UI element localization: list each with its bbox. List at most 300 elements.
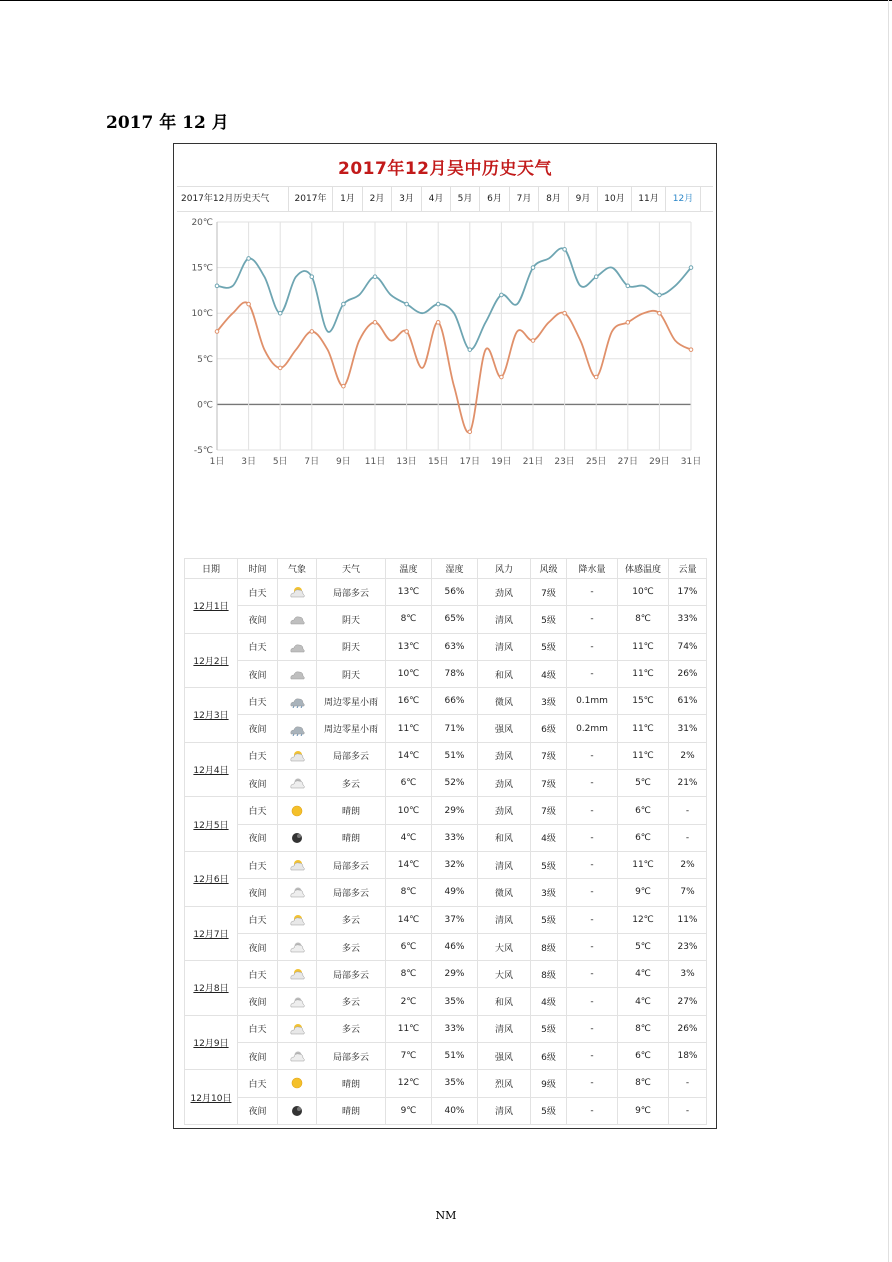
table-row (185, 988, 707, 1015)
humidity-cell: 32% (432, 851, 478, 878)
temp-cell: 7℃ (386, 1043, 432, 1070)
temp-cell: 4℃ (386, 824, 432, 851)
wind-cell: 清风 (478, 906, 531, 933)
cloud-cell: 31% (669, 715, 707, 742)
cloud-cell: 61% (669, 688, 707, 715)
data-point (658, 311, 662, 315)
tab-6[interactable]: 5月 (451, 187, 480, 211)
feels-cell: 8℃ (618, 1015, 669, 1042)
table-row (185, 933, 707, 960)
column-header: 风力 (478, 559, 531, 579)
level-cell: 6级 (531, 715, 567, 742)
tab-8[interactable]: 7月 (510, 187, 539, 211)
data-point (215, 330, 219, 334)
column-header: 云量 (669, 559, 707, 579)
cloud-cell: 33% (669, 606, 707, 633)
time-cell: 白天 (238, 961, 278, 988)
table-row (185, 660, 707, 687)
table-row (185, 1097, 707, 1124)
column-header: 天气 (317, 559, 386, 579)
level-cell: 5级 (531, 906, 567, 933)
date-link[interactable]: 12月8日 (185, 961, 238, 1016)
x-tick-label: 3日 (241, 457, 256, 467)
cloud-cell: 17% (669, 579, 707, 606)
table-row (185, 715, 707, 742)
level-cell: 5级 (531, 851, 567, 878)
cloud-cell: - (669, 797, 707, 824)
wind-cell: 微风 (478, 879, 531, 906)
overcast-icon (289, 668, 305, 680)
column-header: 降水量 (567, 559, 618, 579)
data-point (531, 339, 535, 343)
data-point (689, 348, 693, 352)
data-point (310, 275, 314, 279)
precip-cell: - (567, 633, 618, 660)
date-link[interactable]: 12月3日 (185, 688, 238, 743)
date-link[interactable]: 12月7日 (185, 906, 238, 961)
cloudy-night-icon (289, 1050, 305, 1062)
feels-cell: 8℃ (618, 606, 669, 633)
weather-cell: 阴天 (317, 606, 386, 633)
tab-12[interactable]: 11月 (632, 187, 666, 211)
weather-cell: 局部多云 (317, 961, 386, 988)
weather-icon-cell (278, 688, 317, 715)
weather-cell: 晴朗 (317, 1070, 386, 1097)
time-cell: 白天 (238, 742, 278, 769)
data-point (531, 266, 535, 270)
partly-cloudy-icon (289, 1023, 305, 1035)
data-point (373, 321, 377, 325)
level-cell: 7级 (531, 579, 567, 606)
level-cell: 5级 (531, 1097, 567, 1124)
data-point (626, 321, 630, 325)
level-cell: 8级 (531, 933, 567, 960)
humidity-cell: 29% (432, 961, 478, 988)
data-point (594, 275, 598, 279)
month-tabs (289, 187, 713, 211)
tab-9[interactable]: 8月 (539, 187, 569, 211)
top-rule (0, 0, 892, 1)
weather-cell: 周边零星小雨 (317, 688, 386, 715)
x-tick-label: 29日 (649, 457, 670, 467)
date-link[interactable]: 12月1日 (185, 579, 238, 634)
weather-cell: 多云 (317, 1015, 386, 1042)
wind-cell: 和风 (478, 824, 531, 851)
precip-cell: - (567, 579, 618, 606)
temp-cell: 11℃ (386, 1015, 432, 1042)
wind-cell: 劲风 (478, 742, 531, 769)
time-cell: 夜间 (238, 1097, 278, 1124)
weather-cell: 阴天 (317, 660, 386, 687)
cloud-cell: 21% (669, 770, 707, 797)
time-cell: 夜间 (238, 824, 278, 851)
x-tick-label: 21日 (522, 457, 544, 467)
time-cell: 白天 (238, 851, 278, 878)
feels-cell: 11℃ (618, 633, 669, 660)
wind-cell: 和风 (478, 988, 531, 1015)
temp-cell: 9℃ (386, 1097, 432, 1124)
data-point (436, 321, 440, 325)
time-cell: 夜间 (238, 1043, 278, 1070)
time-cell: 白天 (238, 1070, 278, 1097)
x-tick-label: 27日 (617, 457, 639, 467)
humidity-cell: 52% (432, 770, 478, 797)
humidity-cell: 65% (432, 606, 478, 633)
tab-10[interactable]: 9月 (569, 187, 598, 211)
table-body (185, 579, 707, 1125)
precip-cell: - (567, 906, 618, 933)
humidity-cell: 35% (432, 1070, 478, 1097)
table-row (185, 606, 707, 633)
wind-cell: 烈风 (478, 1070, 531, 1097)
temp-cell: 13℃ (386, 579, 432, 606)
weather-icon-cell (278, 770, 317, 797)
partly-cloudy-icon (289, 750, 305, 762)
weather-icon-cell (278, 906, 317, 933)
weather-screenshot-frame (173, 143, 717, 1129)
data-point (278, 311, 282, 315)
weather-icon-cell (278, 824, 317, 851)
level-cell: 6级 (531, 1043, 567, 1070)
x-tick-label: 25日 (585, 457, 607, 467)
data-point (563, 311, 567, 315)
date-link[interactable]: 12月6日 (185, 851, 238, 906)
feels-cell: 11℃ (618, 715, 669, 742)
partly-cloudy-icon (289, 586, 305, 598)
weather-cell: 多云 (317, 906, 386, 933)
time-cell: 夜间 (238, 770, 278, 797)
table-row (185, 1015, 707, 1042)
weather-icon-cell (278, 715, 317, 742)
table-row (185, 688, 707, 715)
precip-cell: - (567, 961, 618, 988)
date-link[interactable]: 12月5日 (185, 797, 238, 852)
x-tick-label: 11日 (364, 457, 386, 467)
overcast-icon (289, 613, 305, 625)
table-row (185, 851, 707, 878)
cloud-cell: 26% (669, 1015, 707, 1042)
level-cell: 7级 (531, 797, 567, 824)
wind-cell: 大风 (478, 933, 531, 960)
time-cell: 白天 (238, 688, 278, 715)
cloud-cell: - (669, 824, 707, 851)
series-line-1 (217, 248, 691, 350)
table-row (185, 770, 707, 797)
humidity-cell: 35% (432, 988, 478, 1015)
x-tick-label: 23日 (554, 457, 575, 467)
table-row (185, 906, 707, 933)
weather-icon-cell (278, 606, 317, 633)
time-cell: 夜间 (238, 879, 278, 906)
weather-cell: 晴朗 (317, 797, 386, 824)
date-link[interactable]: 12月10日 (185, 1070, 238, 1125)
feels-cell: 5℃ (618, 770, 669, 797)
humidity-cell: 46% (432, 933, 478, 960)
temp-cell: 13℃ (386, 633, 432, 660)
data-point (468, 348, 472, 352)
cloud-cell: 2% (669, 851, 707, 878)
data-point (342, 384, 346, 388)
partly-cloudy-icon (289, 859, 305, 871)
weather-icon-cell (278, 851, 317, 878)
cloud-cell: - (669, 1097, 707, 1124)
data-point (373, 275, 377, 279)
wind-cell: 劲风 (478, 797, 531, 824)
weather-icon-cell (278, 933, 317, 960)
level-cell: 8级 (531, 961, 567, 988)
data-point (342, 302, 346, 306)
table-header-row (185, 559, 707, 579)
weather-cell: 局部多云 (317, 1043, 386, 1070)
overcast-icon (289, 641, 305, 653)
temp-cell: 12℃ (386, 1070, 432, 1097)
tab-11[interactable]: 10月 (598, 187, 632, 211)
humidity-cell: 63% (432, 633, 478, 660)
temp-cell: 8℃ (386, 879, 432, 906)
precip-cell: - (567, 1070, 618, 1097)
cloud-cell: 11% (669, 906, 707, 933)
data-point (658, 293, 662, 297)
temp-cell: 11℃ (386, 715, 432, 742)
cloud-cell: 23% (669, 933, 707, 960)
time-cell: 夜间 (238, 715, 278, 742)
time-cell: 白天 (238, 797, 278, 824)
level-cell: 3级 (531, 879, 567, 906)
tab-13[interactable]: 12月 (666, 187, 701, 211)
wind-cell: 清风 (478, 1015, 531, 1042)
table-row (185, 1070, 707, 1097)
data-point (594, 375, 598, 379)
cloudy-night-icon (289, 996, 305, 1008)
time-cell: 白天 (238, 1015, 278, 1042)
level-cell: 4级 (531, 824, 567, 851)
x-tick-label: 5日 (272, 457, 288, 467)
precip-cell: - (567, 742, 618, 769)
weather-icon-cell (278, 1097, 317, 1124)
table-row (185, 797, 707, 824)
wind-cell: 清风 (478, 633, 531, 660)
data-point (247, 257, 251, 261)
date-link[interactable]: 12月9日 (185, 1015, 238, 1070)
precip-cell: - (567, 660, 618, 687)
partly-cloudy-icon (289, 914, 305, 926)
level-cell: 4级 (531, 988, 567, 1015)
cloud-cell: 74% (669, 633, 707, 660)
precip-cell: 0.1mm (567, 688, 618, 715)
weather-cell: 局部多云 (317, 579, 386, 606)
feels-cell: 11℃ (618, 851, 669, 878)
month-tab-bar (177, 186, 713, 212)
sun-icon (289, 1077, 305, 1089)
wind-cell: 劲风 (478, 770, 531, 797)
table-row (185, 633, 707, 660)
data-point (500, 375, 504, 379)
tab-5[interactable]: 4月 (422, 187, 451, 211)
x-tick-label: 9日 (336, 457, 351, 467)
time-cell: 夜间 (238, 988, 278, 1015)
humidity-cell: 40% (432, 1097, 478, 1124)
feels-cell: 6℃ (618, 797, 669, 824)
humidity-cell: 33% (432, 824, 478, 851)
tab-3[interactable]: 2月 (363, 187, 392, 211)
precip-cell: - (567, 770, 618, 797)
table-row (185, 579, 707, 606)
date-link[interactable]: 12月2日 (185, 633, 238, 688)
x-tick-label: 17日 (459, 457, 481, 467)
time-cell: 夜间 (238, 660, 278, 687)
humidity-cell: 37% (432, 906, 478, 933)
cloud-cell: - (669, 1070, 707, 1097)
temp-cell: 6℃ (386, 770, 432, 797)
light-rain-icon (289, 695, 305, 707)
y-tick-label: -5℃ (193, 446, 213, 456)
data-point (563, 248, 567, 252)
temp-cell: 10℃ (386, 660, 432, 687)
document-heading: 2017 年 12 月 (106, 113, 229, 133)
weather-icon-cell (278, 797, 317, 824)
humidity-cell: 56% (432, 579, 478, 606)
column-header: 日期 (185, 559, 238, 579)
data-point (247, 302, 251, 306)
x-tick-label: 1日 (209, 457, 225, 467)
feels-cell: 11℃ (618, 742, 669, 769)
y-tick-label: 5℃ (197, 354, 213, 365)
tab-7[interactable]: 6月 (480, 187, 510, 211)
y-tick-label: 15℃ (191, 263, 213, 274)
level-cell: 5级 (531, 633, 567, 660)
data-point (436, 302, 440, 306)
level-cell: 3级 (531, 688, 567, 715)
feels-cell: 11℃ (618, 660, 669, 687)
cloudy-night-icon (289, 777, 305, 789)
x-tick-label: 13日 (396, 457, 417, 467)
column-header: 气象 (278, 559, 317, 579)
data-point (405, 330, 409, 334)
y-tick-label: 0℃ (197, 400, 213, 411)
x-tick-label: 31日 (680, 457, 702, 467)
feels-cell: 15℃ (618, 688, 669, 715)
wind-cell: 和风 (478, 660, 531, 687)
y-tick-label: 10℃ (191, 309, 213, 320)
feels-cell: 6℃ (618, 824, 669, 851)
precip-cell: - (567, 879, 618, 906)
precip-cell: - (567, 824, 618, 851)
weather-cell: 多云 (317, 988, 386, 1015)
cloud-cell: 26% (669, 660, 707, 687)
data-point (468, 430, 472, 434)
data-point (626, 284, 630, 288)
feels-cell: 12℃ (618, 906, 669, 933)
series-line-2 (217, 302, 691, 432)
feels-cell: 5℃ (618, 933, 669, 960)
date-link[interactable]: 12月4日 (185, 742, 238, 797)
level-cell: 5级 (531, 606, 567, 633)
level-cell: 9级 (531, 1070, 567, 1097)
humidity-cell: 71% (432, 715, 478, 742)
humidity-cell: 51% (432, 1043, 478, 1070)
weather-cell: 阴天 (317, 633, 386, 660)
weather-icon-cell (278, 988, 317, 1015)
temp-cell: 6℃ (386, 933, 432, 960)
weather-icon-cell (278, 879, 317, 906)
feels-cell: 9℃ (618, 1097, 669, 1124)
weather-icon-cell (278, 579, 317, 606)
temp-cell: 16℃ (386, 688, 432, 715)
level-cell: 4级 (531, 660, 567, 687)
feels-cell: 6℃ (618, 1043, 669, 1070)
column-header: 风级 (531, 559, 567, 579)
weather-icon-cell (278, 742, 317, 769)
data-point (215, 284, 219, 288)
page-footer: NM (435, 1209, 457, 1222)
time-cell: 夜间 (238, 606, 278, 633)
temp-cell: 8℃ (386, 961, 432, 988)
x-tick-label: 19日 (491, 457, 512, 467)
data-point (310, 330, 314, 334)
temperature-line-chart (177, 214, 713, 484)
partly-cloudy-icon (289, 968, 305, 980)
x-tick-label: 7日 (304, 457, 320, 467)
feels-cell: 4℃ (618, 988, 669, 1015)
table-row (185, 1043, 707, 1070)
column-header: 湿度 (432, 559, 478, 579)
data-point (405, 302, 409, 306)
moon-icon (289, 832, 305, 844)
wind-cell: 大风 (478, 961, 531, 988)
data-point (689, 266, 693, 270)
wind-cell: 劲风 (478, 579, 531, 606)
time-cell: 白天 (238, 633, 278, 660)
feels-cell: 8℃ (618, 1070, 669, 1097)
weather-icon-cell (278, 1043, 317, 1070)
precip-cell: 0.2mm (567, 715, 618, 742)
level-cell: 7级 (531, 770, 567, 797)
table-row (185, 879, 707, 906)
feels-cell: 4℃ (618, 961, 669, 988)
right-rule (888, 0, 889, 1262)
temp-cell: 2℃ (386, 988, 432, 1015)
humidity-cell: 29% (432, 797, 478, 824)
weather-cell: 晴朗 (317, 824, 386, 851)
weather-icon-cell (278, 660, 317, 687)
tab-4[interactable]: 3月 (392, 187, 422, 211)
precip-cell: - (567, 933, 618, 960)
weather-cell: 局部多云 (317, 879, 386, 906)
weather-icon-cell (278, 633, 317, 660)
precip-cell: - (567, 851, 618, 878)
humidity-cell: 66% (432, 688, 478, 715)
sun-icon (289, 805, 305, 817)
humidity-cell: 33% (432, 1015, 478, 1042)
humidity-cell: 51% (432, 742, 478, 769)
y-tick-label: 20℃ (191, 218, 213, 228)
cloud-cell: 3% (669, 961, 707, 988)
table-row (185, 824, 707, 851)
tab-1[interactable]: 2017年 (289, 187, 333, 211)
data-point (278, 366, 282, 370)
cloudy-night-icon (289, 941, 305, 953)
cloudy-night-icon (289, 886, 305, 898)
tab-2[interactable]: 1月 (333, 187, 363, 211)
cloud-cell: 7% (669, 879, 707, 906)
column-header: 温度 (386, 559, 432, 579)
wind-cell: 清风 (478, 606, 531, 633)
precip-cell: - (567, 606, 618, 633)
level-cell: 5级 (531, 1015, 567, 1042)
precip-cell: - (567, 797, 618, 824)
feels-cell: 10℃ (618, 579, 669, 606)
moon-icon (289, 1105, 305, 1117)
